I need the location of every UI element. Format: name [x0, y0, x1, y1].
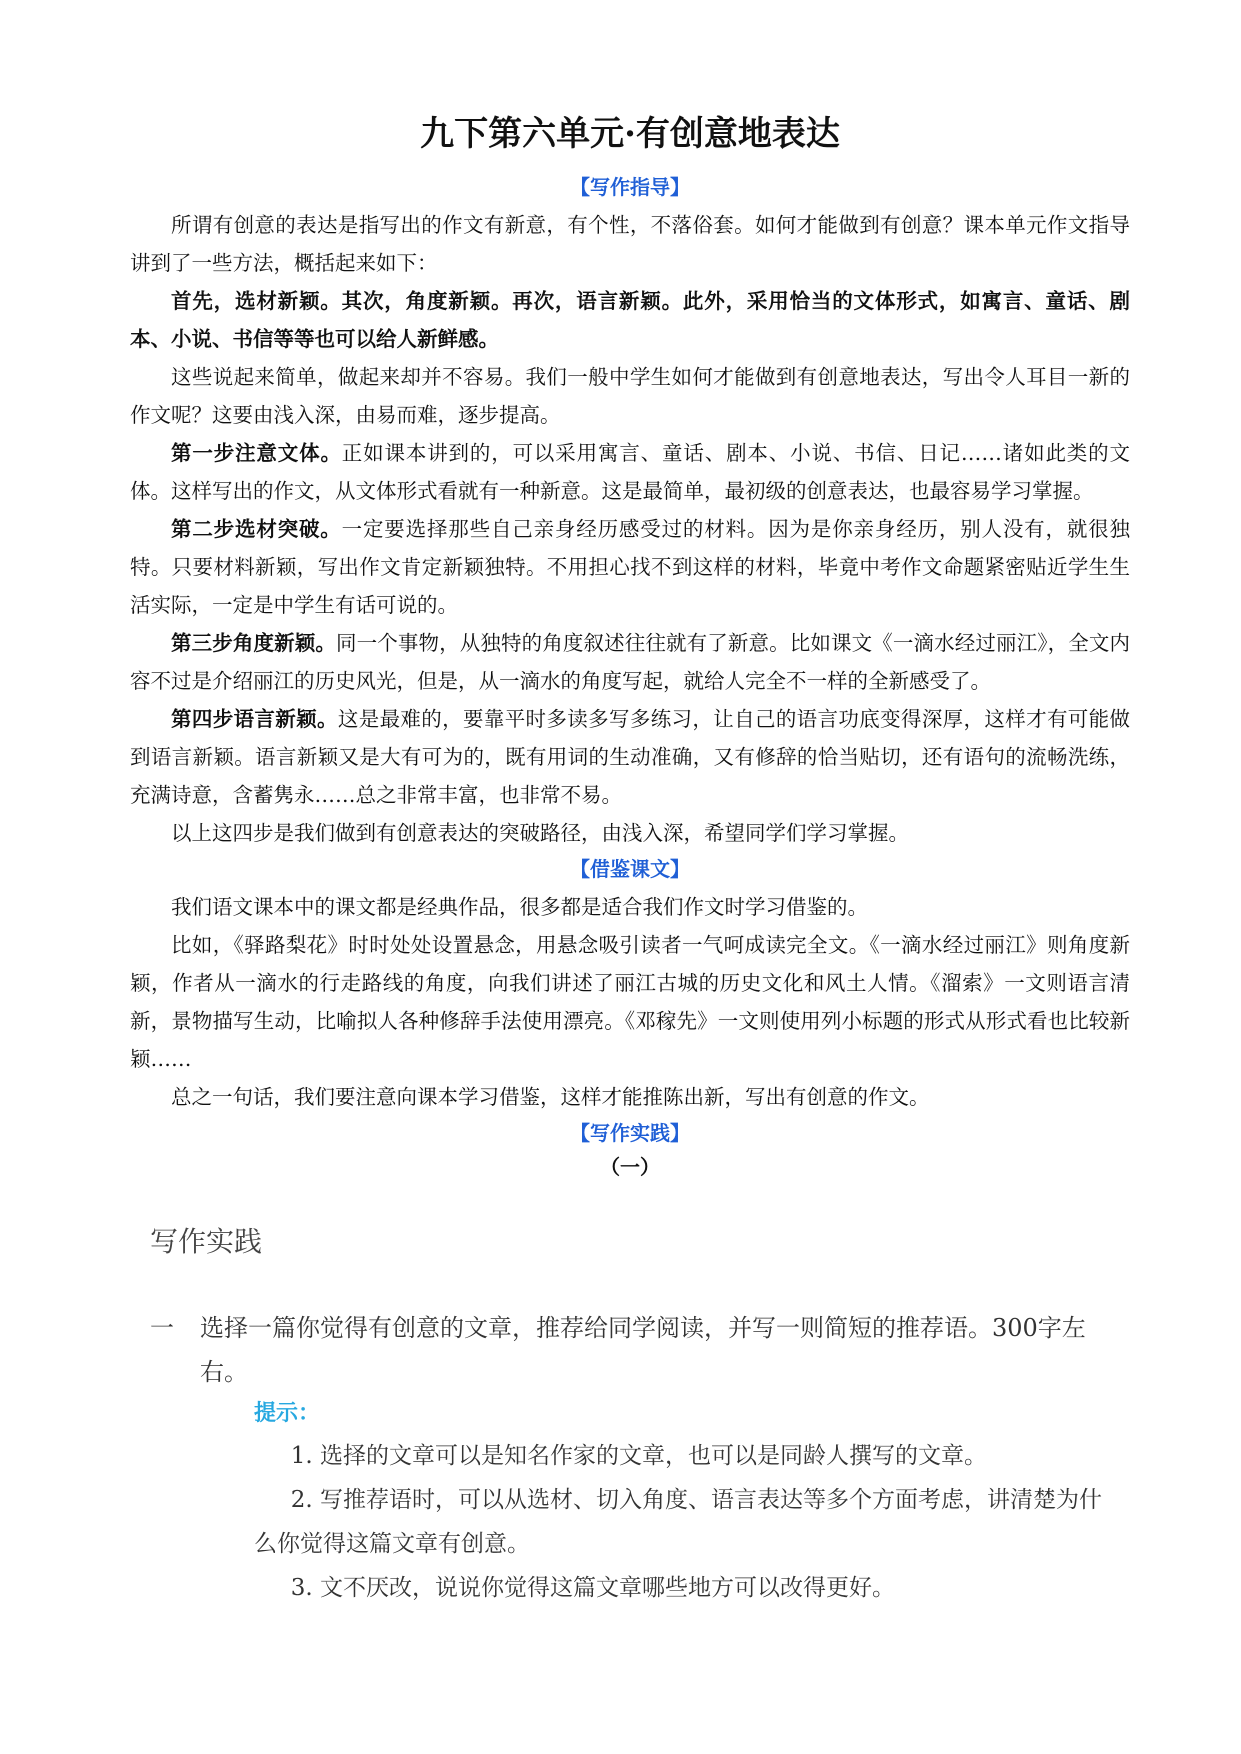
task-item	[150, 1306, 1110, 1394]
step-label: 第四步语言新颖。	[171, 707, 338, 731]
textbook-excerpt	[150, 1222, 1110, 1610]
paragraph: 以上这四步是我们做到有创意表达的突破路径，由浅入深，希望同学们学习掌握。	[171, 821, 909, 845]
step-text: 正如课本讲到的，可以采用寓言、童话、剧本、小说、书信、日记……诸如此类的文体。这样写出的作文，从文体形式看就有一种新意。这是最简单，最初级的创意表达，也最容易学习掌握。	[130, 441, 1131, 503]
paragraph-step-1	[130, 434, 1130, 510]
paragraph-step-4	[130, 700, 1130, 814]
section-heading-reference-texts: 【借鉴课文】	[570, 857, 690, 881]
paragraph: 我们语文课本中的课文都是经典作品，很多都是适合我们作文时学习借鉴的。	[171, 895, 868, 919]
paragraph: 比如，《驿路梨花》时时处处设置悬念，用悬念吸引读者一气呵成读完全文。《一滴水经过丽江》则角度新颖，作者从一滴水的行走路线的角度，向我们讲述了丽江古城的历史文化和风土人情。《溜索》一文则语言清新，景物描写生动，比喻拟人各种修辞手法使用漂亮。《邓稼先》一文则使用列小标题的形式从形式看也比较新颖……	[130, 933, 1130, 1071]
page-title: 九下第六单元·有创意地表达	[420, 114, 840, 154]
step-text: 一定要选择那些自己亲身经历感受过的材料。因为是你亲身经历，别人没有，就很独特。只要材料新颖，写出作文肯定新颖独特。不用担心找不到这样的材料，毕竟中考作文命题紧密贴近学生生活实际，一定是中学生有话可说的。	[130, 517, 1131, 617]
paragraph-step-3	[130, 624, 1130, 700]
section-heading-writing-guide: 【写作指导】	[570, 175, 690, 199]
sub-heading: （一）	[600, 1155, 660, 1179]
document-page	[130, 112, 1130, 1182]
step-label: 第一步注意文体。	[171, 441, 342, 465]
hint-item: 2. 写推荐语时，可以从选材、切入角度、语言表达等多个方面考虑，讲清楚为什么你觉得这篇文章有创意。	[254, 1487, 1103, 1557]
hint-item: 1. 选择的文章可以是知名作家的文章，也可以是同龄人撰写的文章。	[290, 1443, 988, 1469]
section-heading-writing-practice: 【写作实践】	[570, 1121, 690, 1145]
step-text: 这是最难的，要靠平时多读多写多练习，让自己的语言功底变得深厚，这样才有可能做到语言新颖。语言新颖又是大有可为的，既有用词的生动准确，又有修辞的恰当贴切，还有语句的流畅洗练，充满诗意，含蓄隽永……总之非常丰富，也非常不易。	[130, 707, 1131, 807]
step-text: 同一个事物，从独特的角度叙述往往就有了新意。比如课文《一滴水经过丽江》，全文内容不过是介绍丽江的历史风光，但是，从一滴水的角度写起，就给人完全不一样的全新感受了。	[130, 631, 1130, 693]
excerpt-title: 写作实践	[150, 1225, 263, 1258]
paragraph-summary: 首先，选材新颖。其次，角度新颖。再次，语言新颖。此外，采用恰当的文体形式，如寓言、童话、剧本、小说、书信等等也可以给人新鲜感。	[130, 289, 1130, 351]
task-text: 选择一篇你觉得有创意的文章，推荐给同学阅读，并写一则简短的推荐语。300字左右。	[200, 1314, 1086, 1386]
paragraph: 总之一句话，我们要注意向课本学习借鉴，这样才能推陈出新，写出有创意的作文。	[171, 1085, 930, 1109]
hint-label: 提示：	[254, 1401, 321, 1426]
paragraph-step-2	[130, 510, 1130, 624]
step-label: 第二步选材突破。	[171, 517, 342, 541]
paragraph: 所谓有创意的表达是指写出的作文有新意，有个性，不落俗套。如何才能做到有创意？课本单元作文指导讲到了一些方法，概括起来如下：	[130, 213, 1130, 275]
hint-item: 3. 文不厌改，说说你觉得这篇文章哪些地方可以改得更好。	[290, 1575, 896, 1601]
task-number: 一	[150, 1314, 174, 1342]
step-label: 第三步角度新颖。	[171, 631, 336, 655]
paragraph: 这些说起来简单，做起来却并不容易。我们一般中学生如何才能做到有创意地表达，写出令人耳目一新的作文呢？这要由浅入深，由易而难，逐步提高。	[130, 365, 1130, 427]
